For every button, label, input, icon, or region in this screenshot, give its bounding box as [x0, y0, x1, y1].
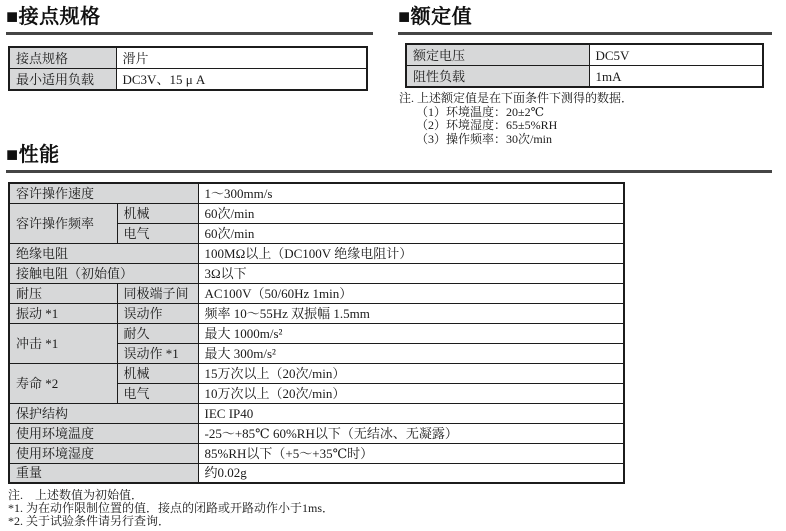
- spec-value-cell: 100MΩ以上（DC100V 绝缘电阻计）: [198, 243, 624, 263]
- spec-sub-label-cell: 电气: [117, 223, 198, 243]
- spec-value-cell: 3Ω以下: [198, 263, 624, 283]
- spec-value-cell: 最大 1000m/s²: [198, 323, 624, 343]
- spec-value-cell: 最大 300m/s²: [198, 343, 624, 363]
- spec-value-cell: -25～+85℃ 60%RH以下（无结冰、无凝露）: [198, 423, 624, 443]
- spec-label-cell: 接点规格: [9, 47, 116, 69]
- spec-label-cell: 保护结构: [9, 403, 198, 423]
- spec-label-cell: 绝缘电阻: [9, 243, 198, 263]
- table-row: [9, 323, 624, 343]
- spec-label-cell: 容许操作频率: [9, 203, 117, 243]
- performance-heading: ■性能: [6, 144, 772, 173]
- spec-sub-label-cell: 误动作 *1: [117, 343, 198, 363]
- table-row: [9, 443, 624, 463]
- table-row: [9, 69, 367, 91]
- table-row: [9, 183, 624, 203]
- table-row: [9, 463, 624, 483]
- spec-label-cell: 振动 *1: [9, 303, 117, 323]
- spec-value-cell: 60次/min: [198, 203, 624, 223]
- section-rated-values: [398, 6, 772, 146]
- spec-value-cell: 1～300mm/s: [198, 183, 624, 203]
- spec-sub-label-cell: 机械: [117, 203, 198, 223]
- spec-label-cell: 接触电阻（初始值）: [9, 263, 198, 283]
- spec-label-cell: 容许操作速度: [9, 183, 198, 203]
- section-performance: [6, 144, 772, 528]
- spec-label-cell: 冲击 *1: [9, 323, 117, 363]
- performance-notes: [8, 489, 772, 528]
- table-row: [9, 403, 624, 423]
- note-item: *2. 关于试验条件请另行查询．: [8, 514, 171, 528]
- spec-value-cell: AC100V（50/60Hz 1min）: [198, 283, 624, 303]
- table-row: [9, 263, 624, 283]
- table-row: [9, 47, 367, 69]
- table-row: [9, 203, 624, 223]
- spec-label-cell: 重量: [9, 463, 198, 483]
- spec-sub-label-cell: 误动作: [117, 303, 198, 323]
- spec-value-cell: DC5V: [589, 44, 763, 66]
- spec-value-cell: IEC IP40: [198, 403, 624, 423]
- performance-table: [8, 182, 625, 484]
- spec-sub-label-cell: 耐久: [117, 323, 198, 343]
- spec-label-cell: 耐压: [9, 283, 117, 303]
- spec-value-cell: 60次/min: [198, 223, 624, 243]
- table-row: [9, 283, 624, 303]
- note-item: （3）操作频率：30次/min: [416, 131, 553, 146]
- section-contact-spec: [6, 6, 373, 91]
- table-row: [9, 423, 624, 443]
- spec-label-cell: 阻性负载: [406, 66, 589, 88]
- table-row: [406, 44, 763, 66]
- rated-values-table: [405, 43, 764, 88]
- note-item: （1）环境温度：20±2℃: [416, 104, 545, 119]
- spec-value-cell: 10万次以上（20次/min）: [198, 383, 624, 403]
- spec-label-cell: 使用环境温度: [9, 423, 198, 443]
- rated-values-notes: [399, 92, 772, 146]
- note-intro: 注. 上述数值为初始值．: [8, 488, 144, 502]
- contact-spec-heading: ■接点规格: [6, 6, 373, 35]
- spec-sub-label-cell: 同极端子间: [117, 283, 198, 303]
- spec-value-cell: 85%RH以下（+5～+35℃时）: [198, 443, 624, 463]
- spec-value-cell: 滑片: [116, 47, 367, 69]
- table-row: [9, 243, 624, 263]
- note-intro: 注. 上述额定值是在下面条件下测得的数据．: [399, 91, 634, 105]
- spec-label-cell: 额定电压: [406, 44, 589, 66]
- table-row: [9, 363, 624, 383]
- note-item: *1. 为在动作限制位置的值．接点的闭路或开路动作小于1ms．: [8, 501, 335, 515]
- note-item: （2）环境湿度：65±5%RH: [416, 118, 558, 132]
- spec-label-cell: 最小适用负载: [9, 69, 116, 91]
- spec-label-cell: 使用环境湿度: [9, 443, 198, 463]
- spec-value-cell: 1mA: [589, 66, 763, 88]
- spec-value-cell: DC3V、15 μ A: [116, 69, 367, 91]
- spec-sub-label-cell: 机械: [117, 363, 198, 383]
- table-row: [9, 303, 624, 323]
- rated-values-heading: ■额定值: [398, 6, 772, 35]
- spec-label-cell: 寿命 *2: [9, 363, 117, 403]
- spec-value-cell: 频率 10～55Hz 双振幅 1.5mm: [198, 303, 624, 323]
- spec-sub-label-cell: 电气: [117, 383, 198, 403]
- spec-value-cell: 15万次以上（20次/min）: [198, 363, 624, 383]
- contact-spec-table: [8, 46, 368, 91]
- spec-value-cell: 约0.02g: [198, 463, 624, 483]
- table-row: [406, 66, 763, 88]
